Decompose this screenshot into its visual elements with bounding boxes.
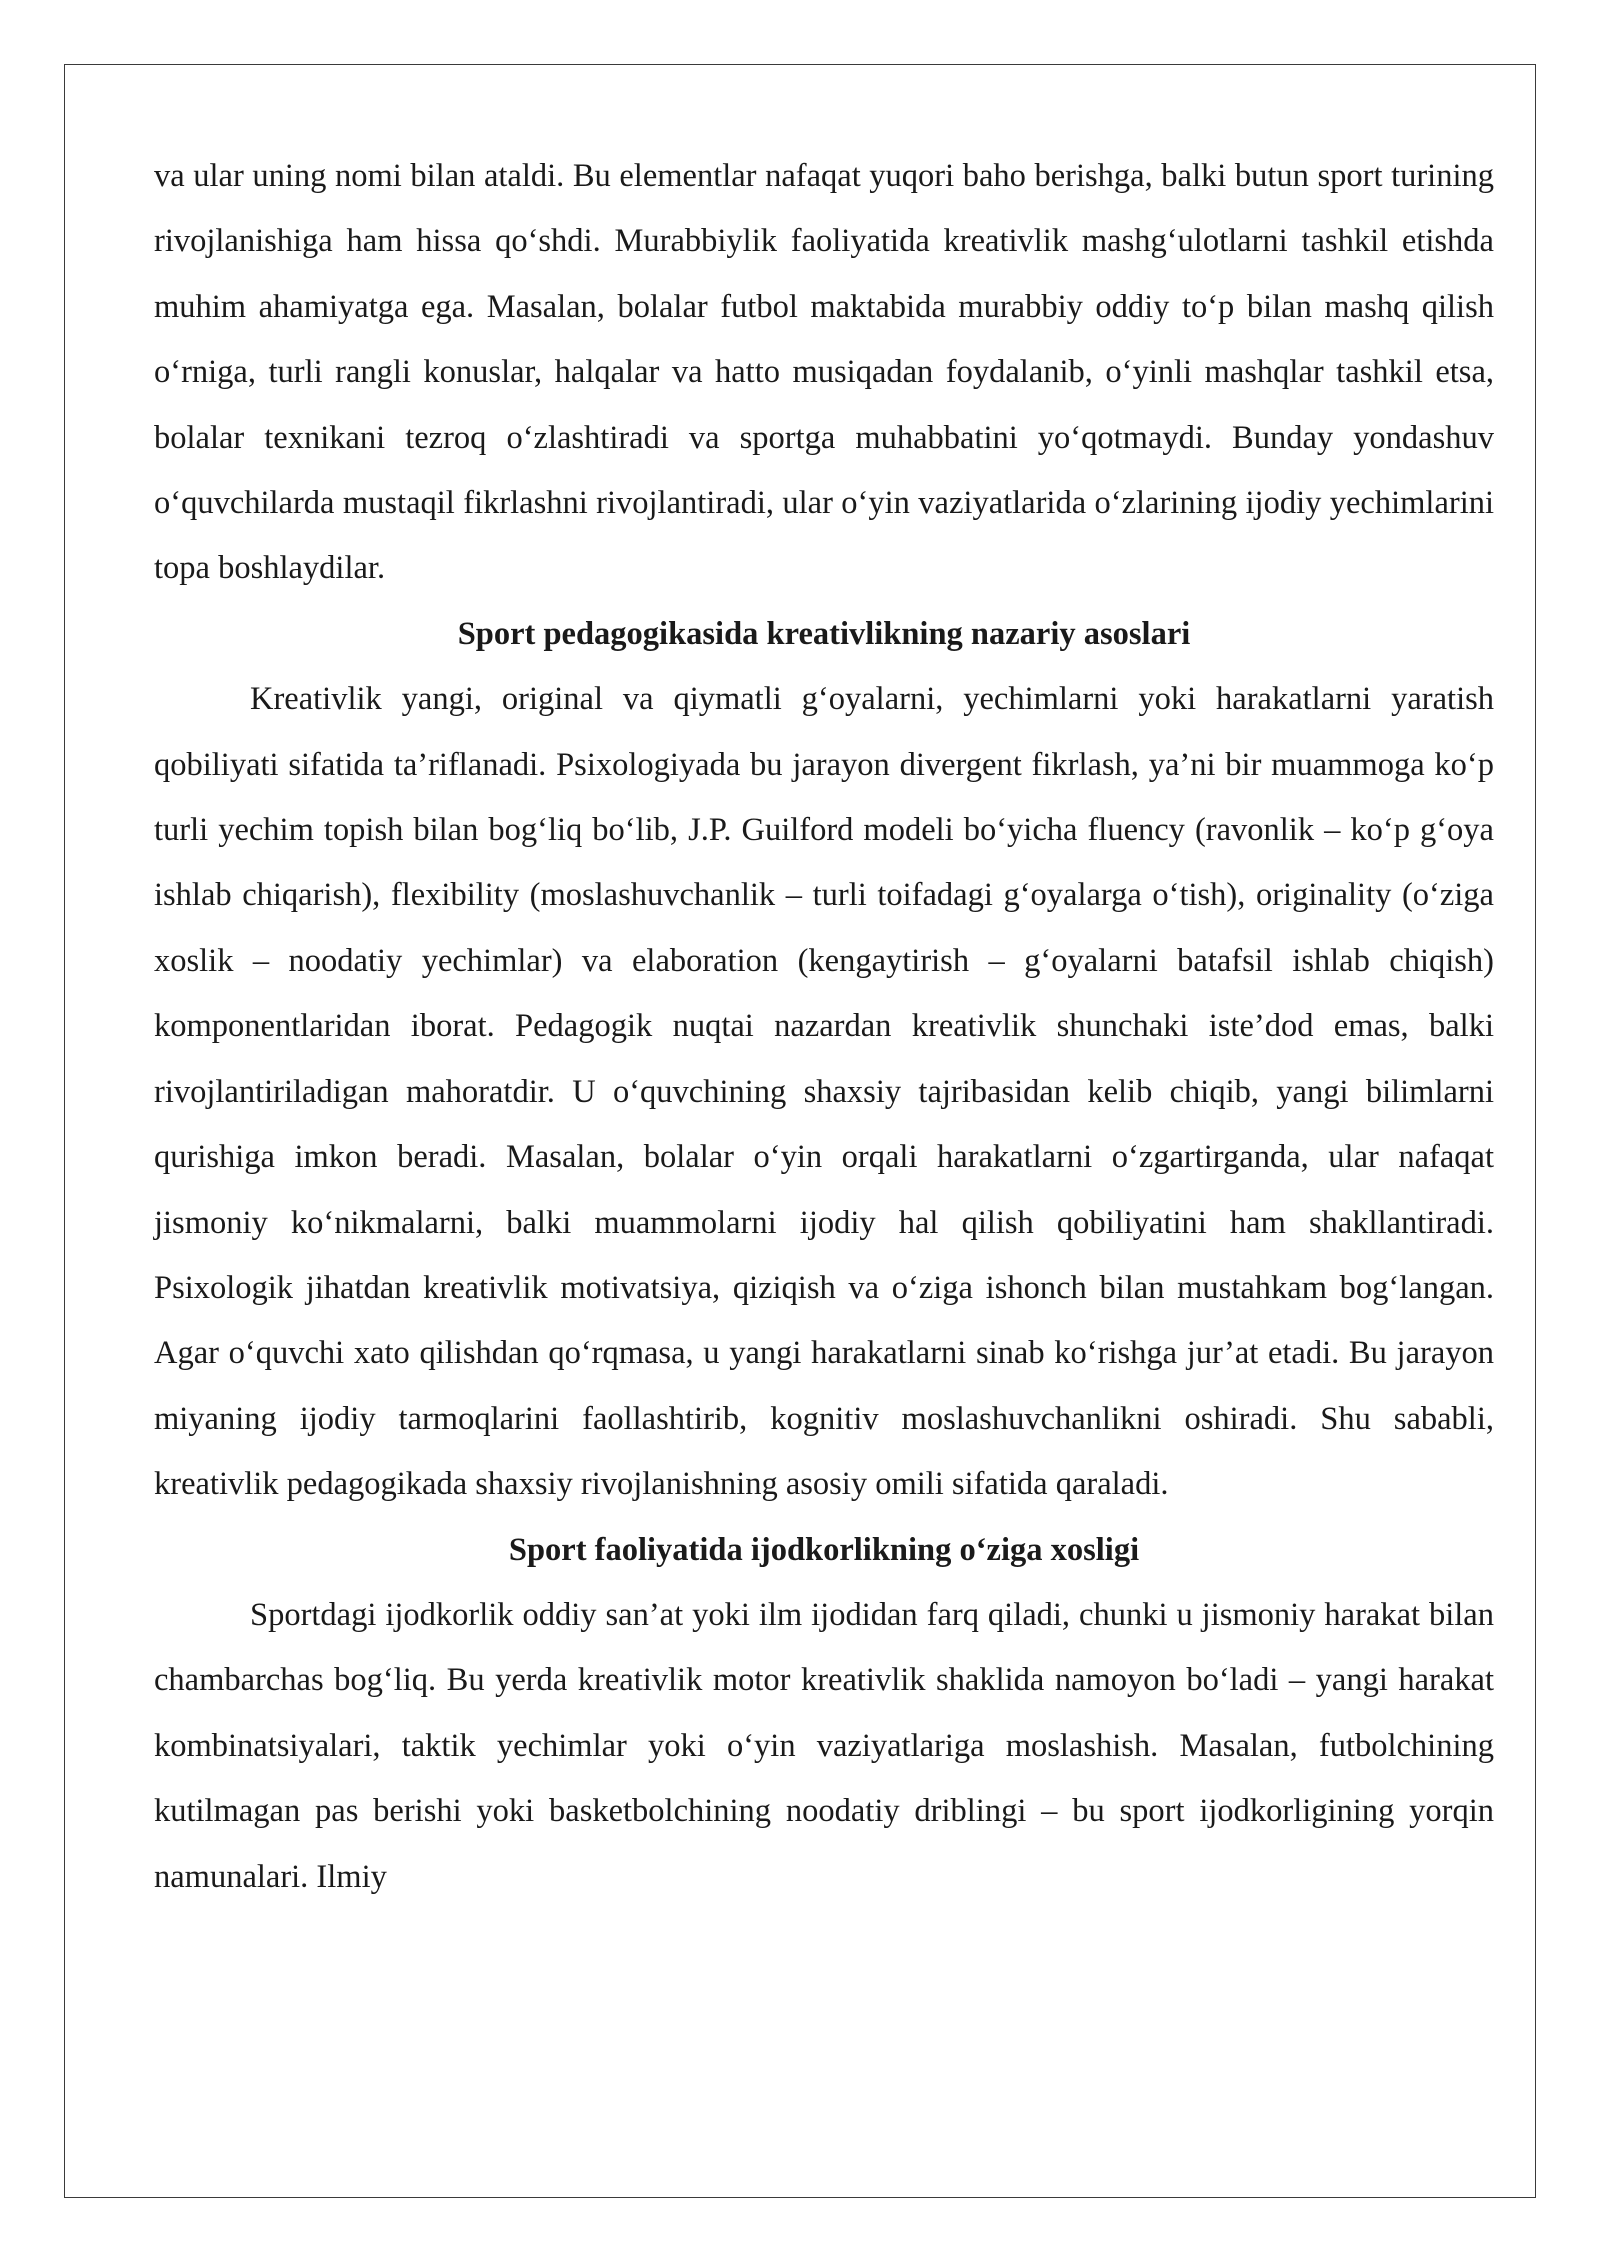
document-body [154, 144, 1494, 1910]
paragraph-1: va ular uning nomi bilan ataldi. Bu elementlar nafaqat yuqori baho berishga, balki butun sport turining rivojlanishiga ham hissa qo‘shdi. Murabbiylik faoliyatida kreativlik mashg‘ulotlarni tashkil etishda muhim ahamiyatga ega. Masalan, bolalar futbol maktabida murabbiy oddiy to‘p bilan mashq qilish o‘rniga, turli rangli konuslar, halqalar va hatto musiqadan foydalanib, o‘yinli mashqlar tashkil etsa, bolalar texnikani tezroq o‘zlashtiradi va sportga muhabbatini yo‘qotmaydi. Bunday yondashuv o‘quvchilarda mustaqil fikrlashni rivojlantiradi, ular o‘yin vaziyatlarida o‘zlarining ijodiy yechimlarini topa boshlaydilar. [154, 158, 1494, 587]
section-heading-theoretical-foundations: Sport pedagogikasida kreativlikning nazariy asoslari [457, 615, 1191, 652]
paragraph-2: Kreativlik yangi, original va qiymatli g‘oyalarni, yechimlarni yoki harakatlarni yaratish qobiliyati sifatida ta’riflanadi. Psixologiyada bu jarayon divergent fikrlash, ya’ni bir muammoga ko‘p turli yechim topish bilan bog‘liq bo‘lib, J.P. Guilford modeli bo‘yicha fluency (ravonlik – ko‘p g‘oya ishlab chiqarish), flexibility (moslashuvchanlik – turli toifadagi g‘oyalarga o‘tish), originality (o‘ziga xoslik – noodatiy yechimlar) va elaboration (kengaytirish – g‘oyalarni batafsil ishlab chiqish) komponentlaridan iborat. Pedagogik nuqtai nazardan kreativlik shunchaki iste’dod emas, balki rivojlantiriladigan mahoratdir. U o‘quvchining shaxsiy tajribasidan kelib chiqib, yangi bilimlarni qurishiga imkon beradi. Masalan, bolalar o‘yin orqali harakatlarni o‘zgartirganda, ular nafaqat jismoniy ko‘nikmalarni, balki muammolarni ijodiy hal qilish qobiliyatini ham shakllantiradi. Psixologik jihatdan kreativlik motivatsiya, qiziqish va o‘ziga ishonch bilan mustahkam bog‘langan. Agar o‘quvchi xato qilishdan qo‘rqmasa, u yangi harakatlarni sinab ko‘rishga jur’at etadi. Bu jarayon miyaning ijodiy tarmoqlarini faollashtirib, kognitiv moslashuvchanlikni oshiradi. Shu sababli, kreativlik pedagogikada shaxsiy rivojlanishning asosiy omili sifatida qaraladi. [154, 681, 1494, 1503]
paragraph-3: Sportdagi ijodkorlik oddiy san’at yoki ilm ijodidan farq qiladi, chunki u jismoniy harakat bilan chambarchas bog‘liq. Bu yerda kreativlik motor kreativlik shaklida namoyon bo‘ladi – yangi harakat kombinatsiyalari, taktik yechimlar yoki o‘yin vaziyatlariga moslashish. Masalan, futbolchining kutilmagan pas berishi yoki basketbolchining noodatiy driblingi – bu sport ijodkorligining yorqin namunalari. Ilmiy [154, 1596, 1494, 1895]
section-heading-creativity-in-sport: Sport faoliyatida ijodkorlikning o‘ziga xosligi [508, 1531, 1140, 1568]
